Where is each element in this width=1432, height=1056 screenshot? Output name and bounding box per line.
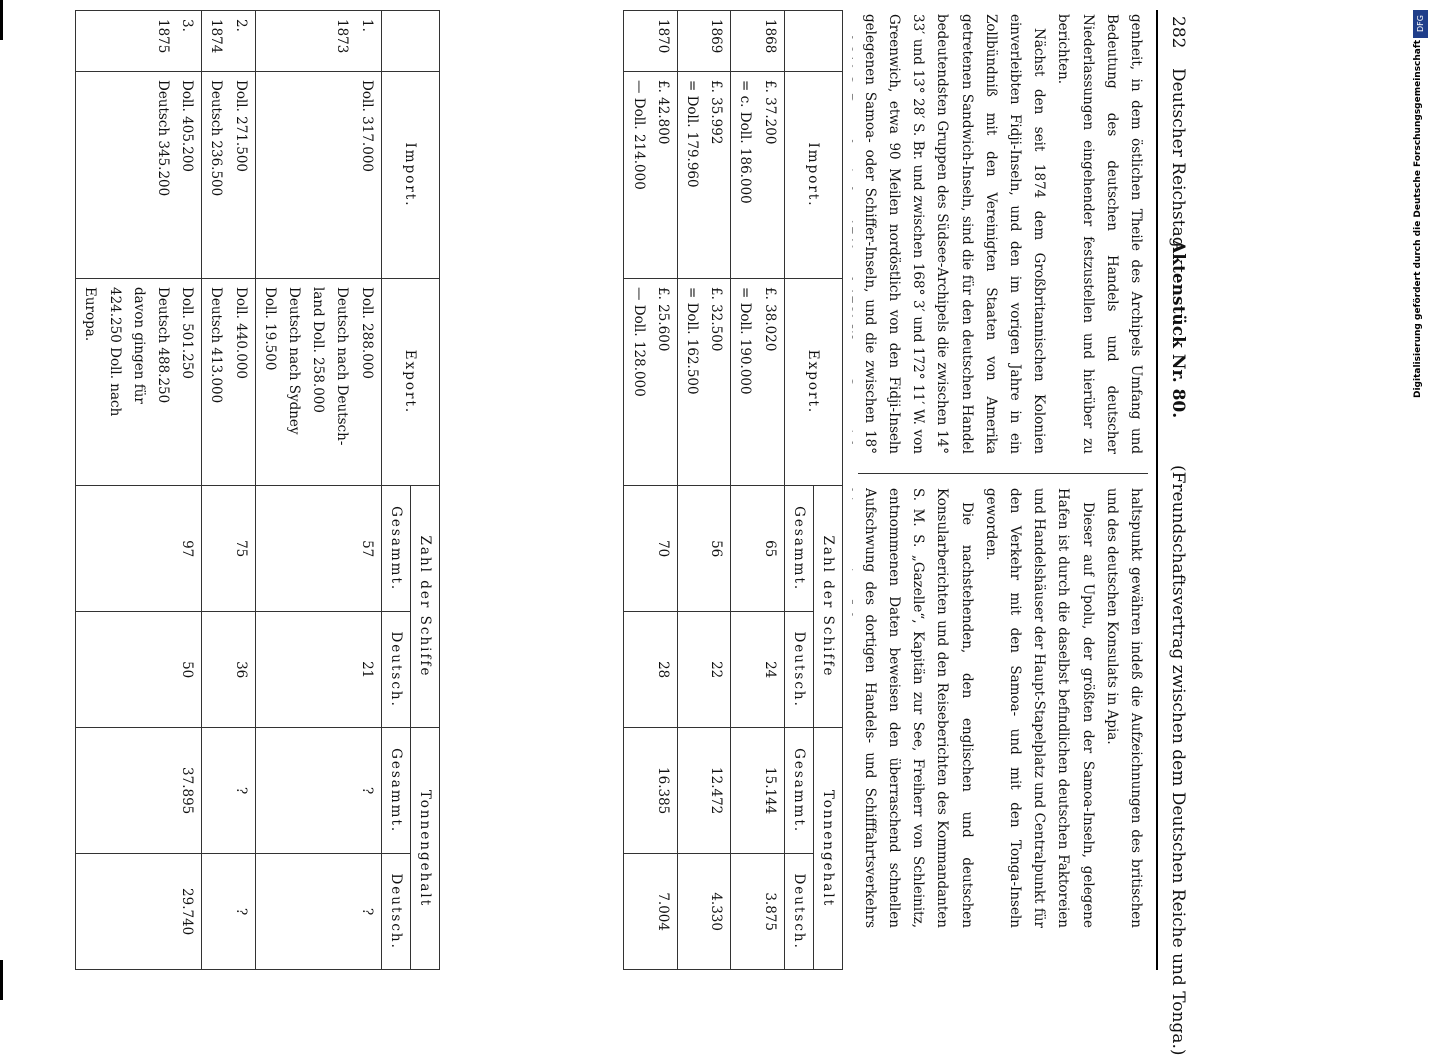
table-row [202, 11, 255, 970]
ships-german-cell: 28 [624, 612, 677, 728]
column-divider [858, 473, 1148, 474]
import-dollars: — Doll. 214.000 [630, 80, 647, 190]
ships-total-header: Gesammt. [784, 486, 813, 612]
left-text-column [852, 14, 1148, 454]
export-line: davon gingen für [130, 287, 147, 404]
import-dollars: = c. Doll. 186.000 [737, 80, 754, 204]
import-cell [255, 72, 381, 279]
export-line: land Doll. 258.000 [310, 287, 327, 413]
export-cell [255, 279, 381, 486]
right-text-column [852, 488, 1148, 928]
import-header: Import. [784, 72, 842, 279]
ships-german-cell: 36 [202, 612, 255, 728]
export-cell [76, 279, 202, 486]
export-line: Europa. [82, 287, 99, 342]
running-title: Deutscher Reichstag. [1168, 68, 1188, 253]
tonnage-total-header: Gesammt. [381, 727, 410, 853]
dfg-credit-text: Digitalisierung gefördert durch die Deutsche Forschungsgemeinschaft [1413, 39, 1423, 398]
tonnage-total-cell: 37.895 [76, 727, 202, 853]
export-dollars: = Doll. 162.500 [683, 287, 700, 395]
trade-table-1868-1870 [623, 10, 843, 970]
tonnage-german-header: Deutsch. [381, 854, 410, 970]
row-number: 1. [358, 19, 375, 32]
tonnage-german-header: Deutsch. [784, 854, 813, 970]
import-cell [76, 72, 202, 279]
row-number: 3. [179, 19, 196, 32]
export-pounds: £. 32.500 [708, 287, 725, 352]
paragraph: haltspunkt gewähren indeß die Aufzeichnungen des britischen und des deutschen Konsulats in Apia. [1103, 488, 1144, 928]
ships-total-cell: 75 [202, 486, 255, 612]
export-line: Deutsch nach Deutsch- [334, 287, 351, 446]
tonnage-german-cell: 29.740 [76, 854, 202, 970]
import-line: Deutsch 345.200 [154, 80, 171, 197]
year-cell: 1869 [677, 11, 730, 72]
import-line: Deutsch 236.500 [208, 80, 225, 197]
export-header: Export. [381, 279, 439, 486]
export-line: Deutsch 413.000 [208, 287, 225, 404]
tonnage-german-cell: ? [202, 854, 255, 970]
tonnage-total-cell: 15.144 [731, 727, 784, 853]
export-line: 424.250 Doll. nach [106, 287, 123, 417]
import-cell [731, 72, 784, 279]
import-dollars: = Doll. 179.960 [683, 80, 700, 188]
export-line: Doll. 288.000 [358, 287, 375, 379]
ships-german-header: Deutsch. [784, 612, 813, 728]
row-year: 1875 [154, 19, 171, 54]
table-row [76, 11, 202, 970]
export-pounds: £. 25.600 [654, 287, 671, 352]
export-header: Export. [784, 279, 842, 486]
tonnage-german-cell: 3.875 [731, 854, 784, 970]
ships-header: Zahl der Schiffe [410, 486, 439, 728]
import-cell [677, 72, 730, 279]
paragraph: genheit, in dem östlichen Theile des Archipels Umfang und Bedeutung des deutschen Handels und deutscher Niederlassungen eingehender festzustellen und hierüber zu berichten. [1055, 14, 1144, 454]
ships-header: Zahl der Schiffe [813, 486, 842, 728]
year-cell [255, 11, 381, 72]
ships-total-cell: 70 [624, 486, 677, 612]
document-subtitle: (Freundschaftsvertrag zwischen dem Deutschen Reiche und Tonga.) [1168, 465, 1188, 1056]
export-cell [677, 279, 730, 486]
import-line: Doll. 317.000 [358, 80, 375, 172]
ships-total-header: Gesammt. [381, 486, 410, 612]
table-row [677, 11, 730, 970]
tonnage-german-cell: ? [255, 854, 381, 970]
tonnage-header: Tonnengehalt [410, 727, 439, 969]
tonnage-total-cell: 12.472 [677, 727, 730, 853]
paragraph: Nächst den seit 1874 dem Großbritannischen Kolonien einverleibten Fidji-Inseln, und den im vorigen Jahre in ein Zollbündniß mit den Vereinigten Staaten von Amerika getretenen Sandwich-Inseln, sind die für den deutschen Handel bedeutendsten Gruppen des Südsee-Archipels die zwischen 14° 33′ und 13° 28′ S. Br. und zwischen 168° 3′ und 172° 11′ W. von Greenwich, etwa 90 Meilen nordöstlich von den Fidji-Inseln gelegenen Samoa- oder Schiffer-Inseln, und die zwischen 18° [861, 14, 1048, 454]
year-header [381, 11, 439, 72]
export-line: Deutsch 488.250 [154, 287, 171, 404]
scan-edge-mark [0, 960, 3, 1000]
ships-total-cell: 97 [76, 486, 202, 612]
ships-german-cell: 24 [731, 612, 784, 728]
ships-german-cell: 22 [677, 612, 730, 728]
trade-table-1873-1875 [75, 10, 440, 970]
year-cell: 1868 [731, 11, 784, 72]
tonnage-german-cell: 4.330 [677, 854, 730, 970]
table-row [624, 11, 677, 970]
export-line: Doll. 440.000 [232, 287, 249, 379]
tonnage-total-cell: ? [202, 727, 255, 853]
export-cell [731, 279, 784, 486]
export-pounds: £. 38.020 [761, 287, 778, 352]
tonnage-total-cell: 16.385 [624, 727, 677, 853]
row-year: 1873 [334, 19, 351, 54]
table-row [731, 11, 784, 970]
export-line: Doll. 19.500 [261, 287, 278, 371]
year-header [784, 11, 842, 72]
scan-edge-mark [0, 0, 3, 40]
table-row [255, 11, 381, 970]
import-cell [202, 72, 255, 279]
row-number: 2. [232, 19, 249, 32]
import-line: Doll. 271.500 [232, 80, 249, 172]
ships-total-cell: 56 [677, 486, 730, 612]
tonnage-total-cell: ? [255, 727, 381, 853]
year-cell [202, 11, 255, 72]
import-pounds: £. 37.200 [761, 80, 778, 145]
tonnage-header: Tonnengehalt [813, 727, 842, 969]
year-cell: 1870 [624, 11, 677, 72]
export-cell [202, 279, 255, 486]
ships-total-cell: 57 [255, 486, 381, 612]
paragraph: Die nachstehenden, den englischen und deutschen Konsularberichten und den Reiseberichten des Kommandanten S. M. S. „Gazelle“, Kapitän zur See, Freiherr von Schleinitz, entnommenen Daten beweisen den überraschend schnellen Aufschwung des dortigen Handels- und Schifffahrtsverkehrs [861, 488, 975, 928]
dfg-watermark [1410, 8, 1432, 398]
rotated-document-page [0, 10, 1198, 1056]
import-line: Doll. 405.200 [179, 80, 196, 172]
import-pounds: £. 42.800 [654, 80, 671, 145]
export-cell [624, 279, 677, 486]
ships-german-header: Deutsch. [381, 612, 410, 728]
export-line: Deutsch nach Sydney [285, 287, 302, 435]
header-rule [1156, 10, 1158, 970]
import-cell [624, 72, 677, 279]
document-number: Aktenstück Nr. 80. [1168, 240, 1188, 419]
ships-german-cell: 50 [76, 612, 202, 728]
paragraph: Dieser auf Upolu, der größten der Samoa-Inseln, gelegene Hafen ist durch die daselbst befindlichen deutschen Faktoreien und Handelshäuser der Haupt-Stapelplatz und Centralpunkt für den Verkehr mit den Samoa- und mit den Tonga-Inseln geworden. [982, 488, 1096, 928]
row-year: 1874 [208, 19, 225, 54]
export-dollars: = Doll. 190.000 [737, 287, 754, 395]
import-pounds: £. 35.992 [708, 80, 725, 145]
page-number: 282 [1168, 16, 1188, 49]
year-cell [76, 11, 202, 72]
tonnage-german-cell: 7.004 [624, 854, 677, 970]
ships-total-cell: 65 [731, 486, 784, 612]
import-header: Import. [381, 72, 439, 279]
ships-german-cell: 21 [255, 612, 381, 728]
tonnage-total-header: Gesammt. [784, 727, 813, 853]
export-line: Doll. 501.250 [179, 287, 196, 379]
page-header [1154, 10, 1198, 1056]
export-dollars: — Doll. 128.000 [630, 287, 647, 397]
dfg-logo-icon: DFG [1413, 10, 1428, 38]
